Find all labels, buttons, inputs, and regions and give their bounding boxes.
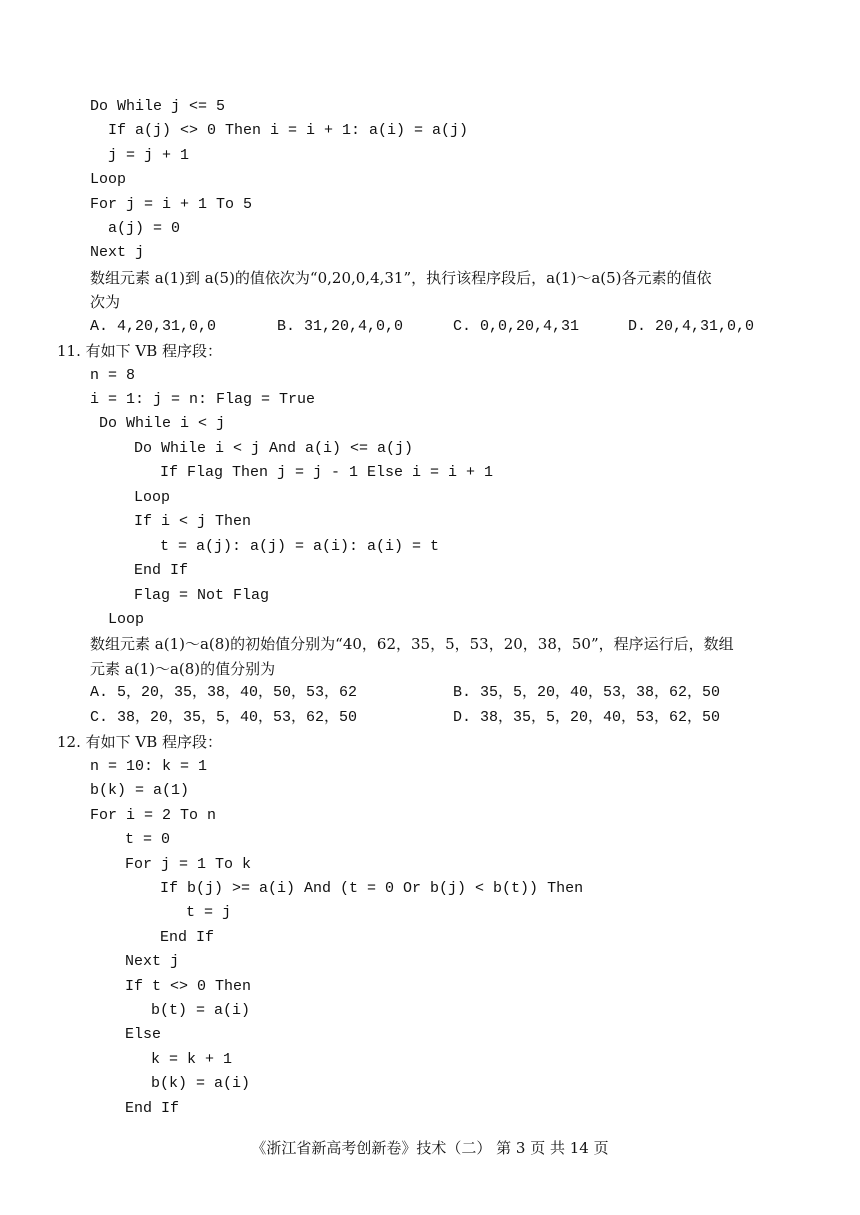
q10-code-line-4: Loop (90, 171, 127, 188)
q11-title: 11. 有如下 VB 程序段： (57, 342, 223, 360)
q11-option-a: A. 5，20，35，38，40，50，53，62 (90, 684, 358, 701)
q10-option-a: A. 4,20,31,0,0 (90, 318, 217, 335)
q12-code-line-2: b(k) = a(1) (90, 782, 190, 799)
q12-title: 12. 有如下 VB 程序段： (57, 733, 223, 751)
q11-stem-line-2: 元素 a(1)～a(8)的值分别为 (90, 660, 276, 678)
q11-code-line-2: i = 1: j = n: Flag = True (90, 391, 316, 408)
q12-code-line-5: For j = 1 To k (125, 856, 252, 873)
q12-code-line-14: b(k) = a(i) (151, 1075, 251, 1092)
q10-code-line-7: Next j (90, 244, 145, 261)
q11-code-line-5: If Flag Then j = j - 1 Else i = i + 1 (160, 464, 494, 481)
q10-option-c: C. 0,0,20,4,31 (453, 318, 580, 335)
q10-stem-line-1: 数组元素 a(1)到 a(5)的值依次为“0,20,0,4,31”，执行该程序段后，a(1)～a(5)各元素的值依 (90, 269, 712, 287)
q12-code-line-1: n = 10: k = 1 (90, 758, 208, 775)
q12-code-line-11: b(t) = a(i) (151, 1002, 251, 1019)
q11-code-line-3: Do While i < j (99, 415, 226, 432)
q10-code-line-3: j = j + 1 (108, 147, 190, 164)
q10-code-line-6: a(j) = 0 (108, 220, 181, 237)
q12-code-line-6: If b(j) >= a(i) And (t = 0 Or b(j) < b(t)) Then (160, 880, 584, 897)
q11-stem-line-1: 数组元素 a(1)～a(8)的初始值分别为“40，62，35，5，53，20，38，50”，程序运行后，数组 (90, 635, 734, 653)
q12-code-line-15: End If (125, 1100, 180, 1117)
q11-code-line-6: Loop (134, 489, 171, 506)
q12-code-line-4: t = 0 (125, 831, 171, 848)
q12-code-line-7: t = j (186, 904, 232, 921)
q11-option-b: B. 35，5，20，40，53，38，62，50 (453, 684, 721, 701)
q12-code-line-12: Else (125, 1026, 162, 1043)
q11-code-line-8: t = a(j): a(j) = a(i): a(i) = t (160, 538, 440, 555)
q10-stem-line-2: 次为 (90, 293, 121, 311)
page-footer: 《浙江省新高考创新卷》技术（二） 第 3 页 共 14 页 (251, 1139, 609, 1157)
q12-code-line-3: For i = 2 To n (90, 807, 217, 824)
q12-code-line-9: Next j (125, 953, 180, 970)
q11-option-d: D. 38，35，5，20，40，53，62，50 (453, 709, 721, 726)
q11-option-c: C. 38，20，35，5，40，53，62，50 (90, 709, 358, 726)
q12-code-line-10: If t <> 0 Then (125, 978, 252, 995)
q12-code-line-13: k = k + 1 (151, 1051, 233, 1068)
q10-code-line-5: For j = i + 1 To 5 (90, 196, 253, 213)
q10-code-line-2: If a(j) <> 0 Then i = i + 1: a(i) = a(j) (108, 122, 469, 139)
q10-option-d: D. 20,4,31,0,0 (628, 318, 755, 335)
q10-code-line-1: Do While j <= 5 (90, 98, 226, 115)
q11-code-line-11: Loop (108, 611, 145, 628)
q11-code-line-4: Do While i < j And a(i) <= a(j) (134, 440, 414, 457)
q11-code-line-1: n = 8 (90, 367, 136, 384)
q10-option-b: B. 31,20,4,0,0 (277, 318, 404, 335)
q11-code-line-7: If i < j Then (134, 513, 252, 530)
q12-code-line-8: End If (160, 929, 215, 946)
q11-code-line-10: Flag = Not Flag (134, 587, 270, 604)
q11-code-line-9: End If (134, 562, 189, 579)
